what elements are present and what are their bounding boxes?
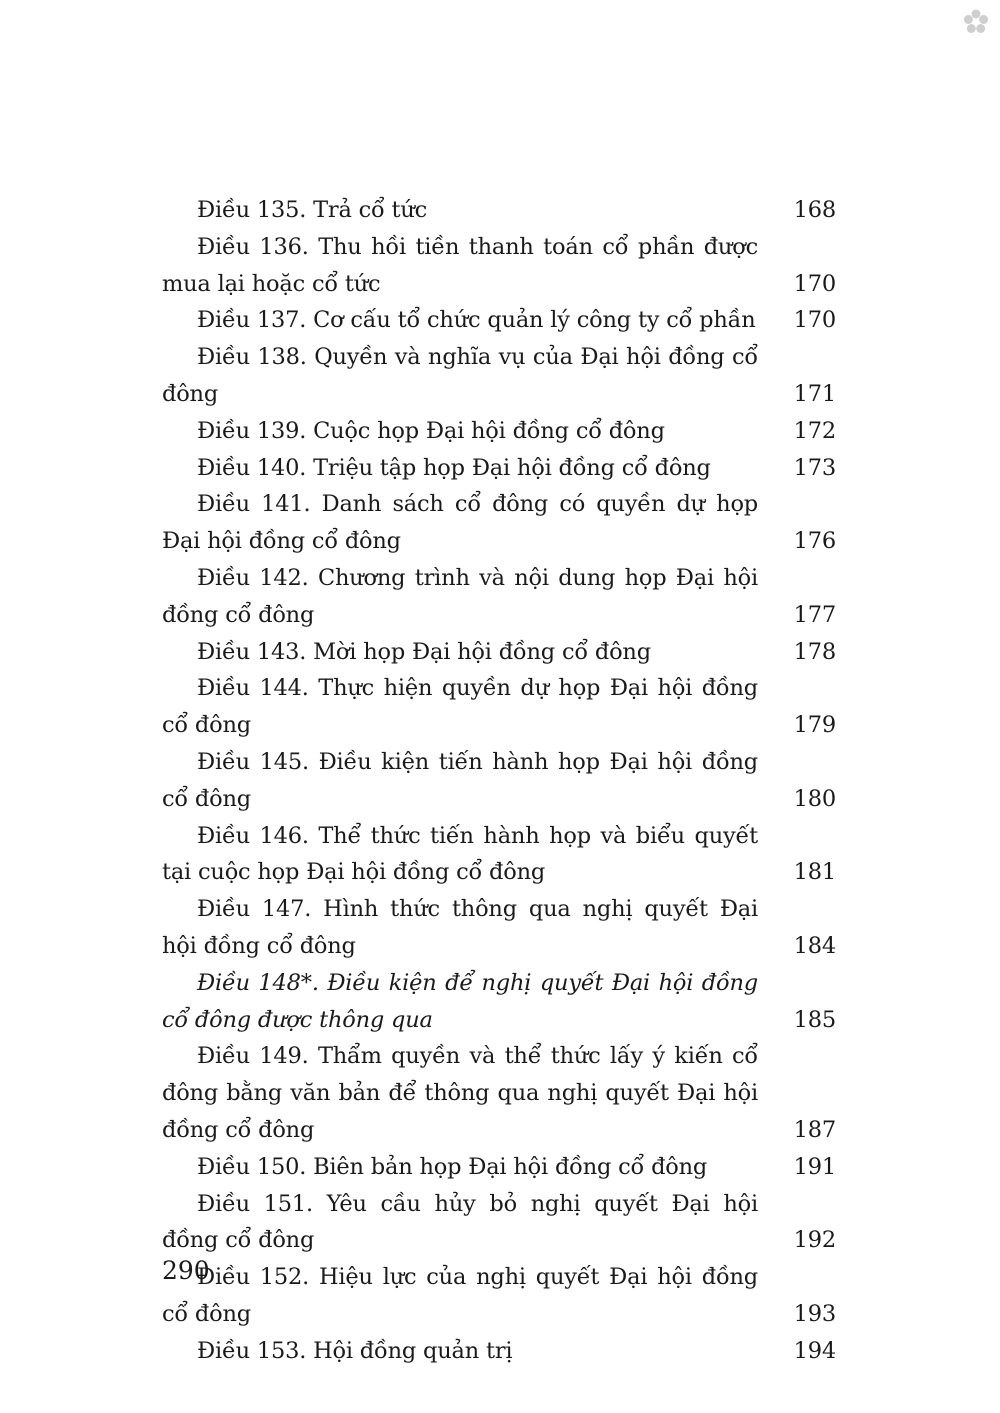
toc-entry bbox=[162, 891, 836, 965]
toc-entry bbox=[162, 450, 836, 487]
toc-entry bbox=[162, 339, 836, 413]
toc-entry-title: Điều 147. Hình thức thông qua nghị quyết Đại hội đồng cổ đông bbox=[162, 896, 758, 959]
toc-entry-page: 192 bbox=[793, 1227, 836, 1254]
toc-entry-page: 177 bbox=[793, 601, 836, 628]
toc-entry-page: 171 bbox=[793, 380, 836, 407]
toc-entry bbox=[162, 560, 836, 634]
toc-entry-page: 170 bbox=[793, 270, 836, 297]
toc-entry bbox=[162, 634, 836, 671]
toc-entry bbox=[162, 413, 836, 450]
toc-entry-title: Điều 144. Thực hiện quyền dự họp Đại hội đồng cổ đông bbox=[162, 675, 758, 739]
toc-entry bbox=[162, 302, 836, 339]
toc-entry bbox=[162, 744, 836, 818]
toc-entry-title: Điều 136. Thu hồi tiền thanh toán cổ phần được mua lại hoặc cổ tức bbox=[162, 233, 758, 297]
flower-icon bbox=[962, 8, 990, 36]
toc-entry-title: Điều 149. Thẩm quyền và thể thức lấy ý kiến cổ đông bằng văn bản để thông qua nghị quyết Đại hội đồng cổ đông bbox=[162, 1043, 758, 1143]
toc-entry-title: Điều 138. Quyền và nghĩa vụ của Đại hội đồng cổ đông bbox=[162, 344, 758, 407]
toc-entry bbox=[162, 818, 836, 892]
toc-entry-title: Điều 151. Yêu cầu hủy bỏ nghị quyết Đại hội đồng cổ đông bbox=[162, 1190, 758, 1254]
toc-entry-page: 176 bbox=[793, 528, 836, 555]
toc-entry-title: Điều 148*. Điều kiện để nghị quyết Đại hội đồng cổ đông được thông qua bbox=[162, 969, 758, 1033]
toc-entry bbox=[162, 1259, 836, 1333]
toc-entry-title: Điều 142. Chương trình và nội dung họp Đại hội đồng cổ đông bbox=[162, 564, 758, 628]
toc-entry-page: 180 bbox=[793, 785, 836, 812]
page-number: 290 bbox=[162, 1256, 210, 1285]
toc-entry-page: 178 bbox=[793, 638, 836, 665]
toc-entry-title: Điều 140. Triệu tập họp Đại hội đồng cổ đông bbox=[197, 454, 711, 481]
toc-entry-page: 168 bbox=[793, 197, 836, 223]
toc-entry bbox=[162, 965, 836, 1039]
toc-entry-page: 179 bbox=[793, 712, 836, 739]
toc-entry-page: 187 bbox=[793, 1116, 836, 1143]
toc-entry-title: Điều 152. Hiệu lực của nghị quyết Đại hội đồng cổ đông bbox=[162, 1264, 758, 1327]
toc-entry-title: Điều 153. Hội đồng quản trị bbox=[197, 1337, 513, 1364]
toc-entry-title: Điều 139. Cuộc họp Đại hội đồng cổ đông bbox=[197, 417, 665, 444]
toc-entry-page: 191 bbox=[793, 1153, 836, 1180]
toc-entry-page: 173 bbox=[793, 454, 836, 481]
toc-entry-page: 170 bbox=[793, 307, 836, 334]
toc-entry bbox=[162, 1333, 836, 1370]
toc-entry bbox=[162, 1149, 836, 1186]
toc-entry-title: Điều 146. Thể thức tiến hành họp và biểu quyết tại cuộc họp Đại hội đồng cổ đông bbox=[162, 822, 758, 886]
toc-entry-page: 194 bbox=[793, 1337, 836, 1364]
toc-entry-title: Điều 143. Mời họp Đại hội đồng cổ đông bbox=[197, 638, 651, 665]
toc-entry-title: Điều 135. Trả cổ tức bbox=[197, 197, 428, 223]
toc-entry-page: 184 bbox=[793, 932, 836, 959]
toc-entry-page: 181 bbox=[793, 859, 836, 886]
toc-entry bbox=[162, 486, 836, 560]
toc-entry-title: Điều 145. Điều kiện tiến hành họp Đại hội đồng cổ đông bbox=[162, 748, 758, 812]
table-of-contents bbox=[162, 192, 836, 1370]
toc-entry-page: 193 bbox=[793, 1300, 836, 1327]
toc-entry-title: Điều 141. Danh sách cổ đông có quyền dự họp Đại hội đồng cổ đông bbox=[162, 491, 758, 555]
toc-entry bbox=[162, 229, 836, 303]
toc-entry-page: 172 bbox=[793, 417, 836, 444]
toc-entry bbox=[162, 1186, 836, 1260]
toc-entry-title: Điều 150. Biên bản họp Đại hội đồng cổ đông bbox=[197, 1153, 708, 1180]
toc-entry bbox=[162, 670, 836, 744]
toc-entry-title: Điều 137. Cơ cấu tổ chức quản lý công ty cổ phần bbox=[197, 307, 756, 334]
toc-entry bbox=[162, 192, 836, 229]
toc-entry bbox=[162, 1038, 836, 1148]
toc-entry-page: 185 bbox=[793, 1006, 836, 1033]
